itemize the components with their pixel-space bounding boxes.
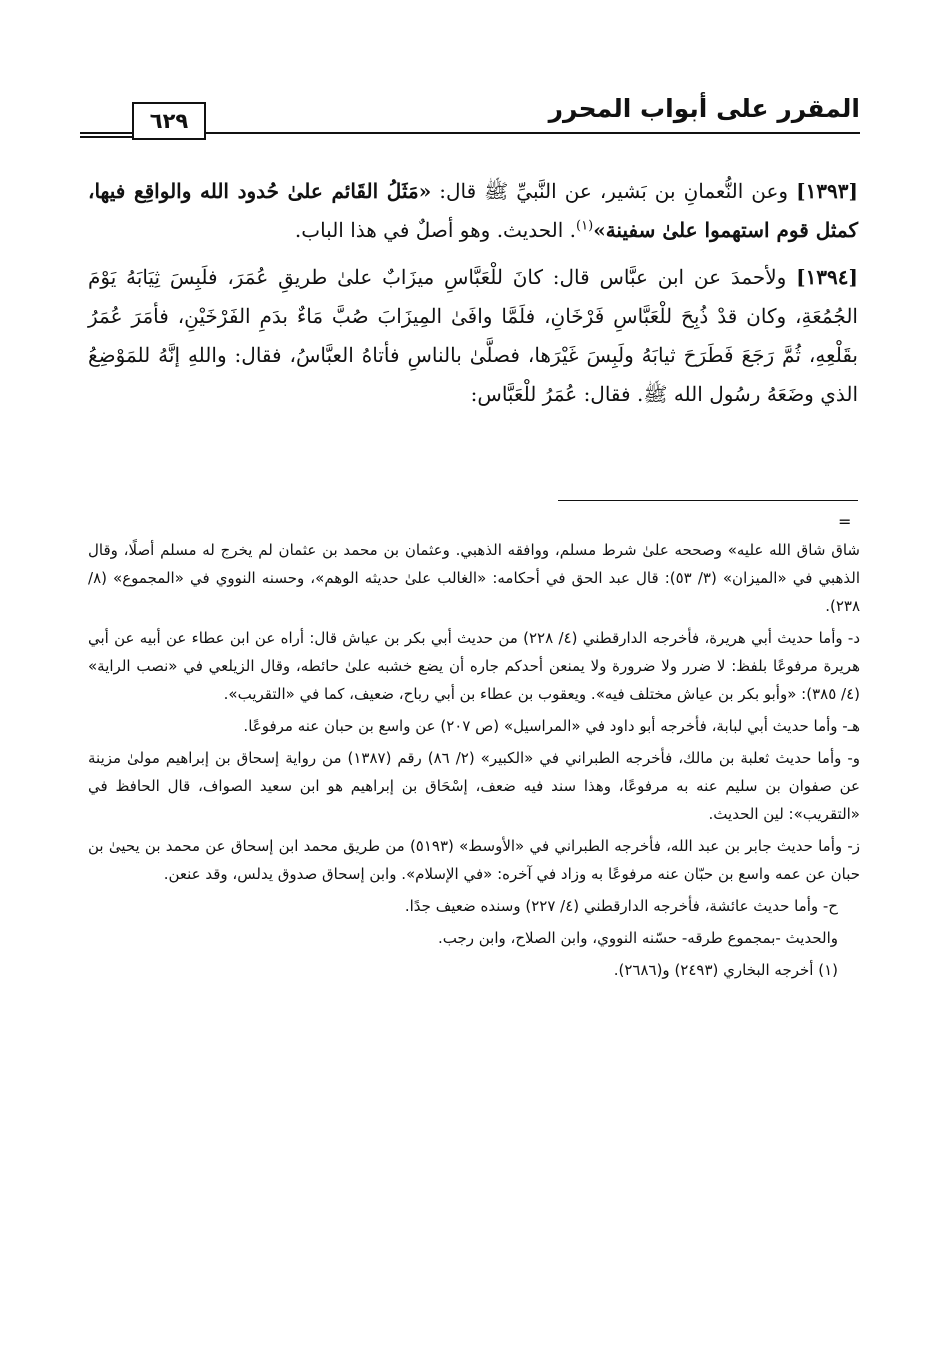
main-text — [88, 172, 858, 422]
page-header — [70, 88, 860, 148]
hadith-number: [١٣٩٣] — [796, 179, 858, 203]
hadith-tail: . الحديث. وهو أصلٌ في هذا الباب. — [294, 218, 577, 242]
footnote-paragraph: شاق شاق الله عليه» وصححه علىٰ شرط مسلم، ووافقه الذهبي. وعثمان بن محمد بن عثمان لم يخرج له مسلم أصلًا، وقال الذهبي في «الميزان» (٣/ ٥٣): قال عبد الحق في أحكامه: «الغالب علىٰ حديثه الوهم»، وحسنه النووي في «المجموع» (٨/ ٢٣٨). — [88, 541, 860, 615]
footnote-1: (١) أخرجه البخاري (٢٤٩٣) و(٢٦٨٦). — [613, 961, 838, 979]
footnote-paragraph: و- وأما حديث ثعلبة بن مالك، فأخرجه الطبراني في «الكبير» (٢/ ٨٦) رقم (١٣٨٧) من رواية إسحاق بن إبراهيم مولىٰ مزينة عن صفوان بن سليم عنه به مرفوعًا، وهذا سند فيه ضعف، إسْحَاق بن إبراهيم هو ابن سعيد الصواف، قال الحافظ في «التقريب»: لين الحديث. — [88, 749, 860, 823]
hadith-1393 — [88, 172, 858, 250]
footnote-ref: (١) — [576, 218, 594, 234]
footnote-separator — [558, 500, 858, 501]
footnote-paragraph: هـ- وأما حديث أبي لبابة، فأخرجه أبو داود في «المراسيل» (ص ٢٠٧) عن واسع بن حبان عنه مرفوعًا. — [243, 717, 860, 735]
hadith-text: ولأحمدَ عن ابن عبَّاس قال: كانَ للْعَبَّاسِ ميزَابٌ علىٰ طريقِ عُمَرَ، فلَبِسَ ثِيَابَهُ يَوْمَ الجُمُعَةِ، وكان قدْ ذُبِحَ للْعَبَّاسِ فَرْخَانِ، فلَمَّا وافَىٰ المِيزَابَ صُبَّ مَاءٌ بدَمِ الفَرْخَيْنِ، فأمَرَ عُمَرُ بقَلْعِهِ، ثُمَّ رَجَعَ فَطَرَحَ ثيابَهُ ولَبِسَ غَيْرَها، فصلَّىٰ بالناسِ فأتاهُ العبَّاسُ، فقال: واللهِ إنَّهُ للمَوْضِعُ الذي وضَعَهُ رسُول الله ﷺ. فقال: عُمَرُ للْعَبَّاس: — [88, 265, 858, 406]
page-number: ٦٢٩ — [132, 102, 206, 140]
footnote-paragraph: د- وأما حديث أبي هريرة، فأخرجه الدارقطني (٤/ ٢٢٨) من حديث أبي بكر بن عياش قال: أراه عن ابن عطاء عن أبيه عن أبي هريرة مرفوعًا بلفظ: لا ضرر ولا ضرورة ولا يمنعن أحدكم جاره أن يضع خشبه علىٰ حائطه، وقال الزيلعي في «نصب الراية» (٤/ ٣٨٥): «وأبو بكر بن عياش مختلف فيه». ويعقوب بن عطاء بن أبي رباح، ضعيف، كما في «التقريب». — [88, 629, 861, 703]
continuation-mark: = — [838, 512, 852, 531]
hadith-1394 — [88, 258, 858, 414]
hadith-quote: «مَثَلُ القَائم علىٰ حُدود الله والواقِع فيها، كمثل قوم استهموا علىٰ سفينة» — [88, 179, 858, 242]
footnote-paragraph: والحديث -بمجموع طرقه- حسّنه النووي، وابن الصلاح، وابن رجب. — [437, 929, 838, 947]
running-title: المقرر على أبواب المحرر — [548, 94, 860, 123]
footnotes — [88, 536, 860, 988]
hadith-number: [١٣٩٤] — [796, 265, 858, 289]
footnote-paragraph: ح- وأما حديث عائشة، فأخرجه الدارقطني (٤/ ٢٢٧) وسنده ضعيف جدًا. — [404, 897, 838, 915]
footnote-paragraph: ز- وأما حديث جابر بن عبد الله، فأخرجه الطبراني في «الأوسط» (٥١٩٣) من طريق محمد ابن إسحاق عن محمد بن يحيىٰ بن حبان عن عمه واسع بن حبّان عنه مرفوعًا به وزاد في آخره: «في الإسلام». وابن إسحاق صدوق يدلس، وقد عنعن. — [88, 837, 860, 883]
hadith-intro: وعن النُّعمانِ بن بَشير، عن النَّبيِّ ﷺ قال: — [431, 179, 797, 203]
